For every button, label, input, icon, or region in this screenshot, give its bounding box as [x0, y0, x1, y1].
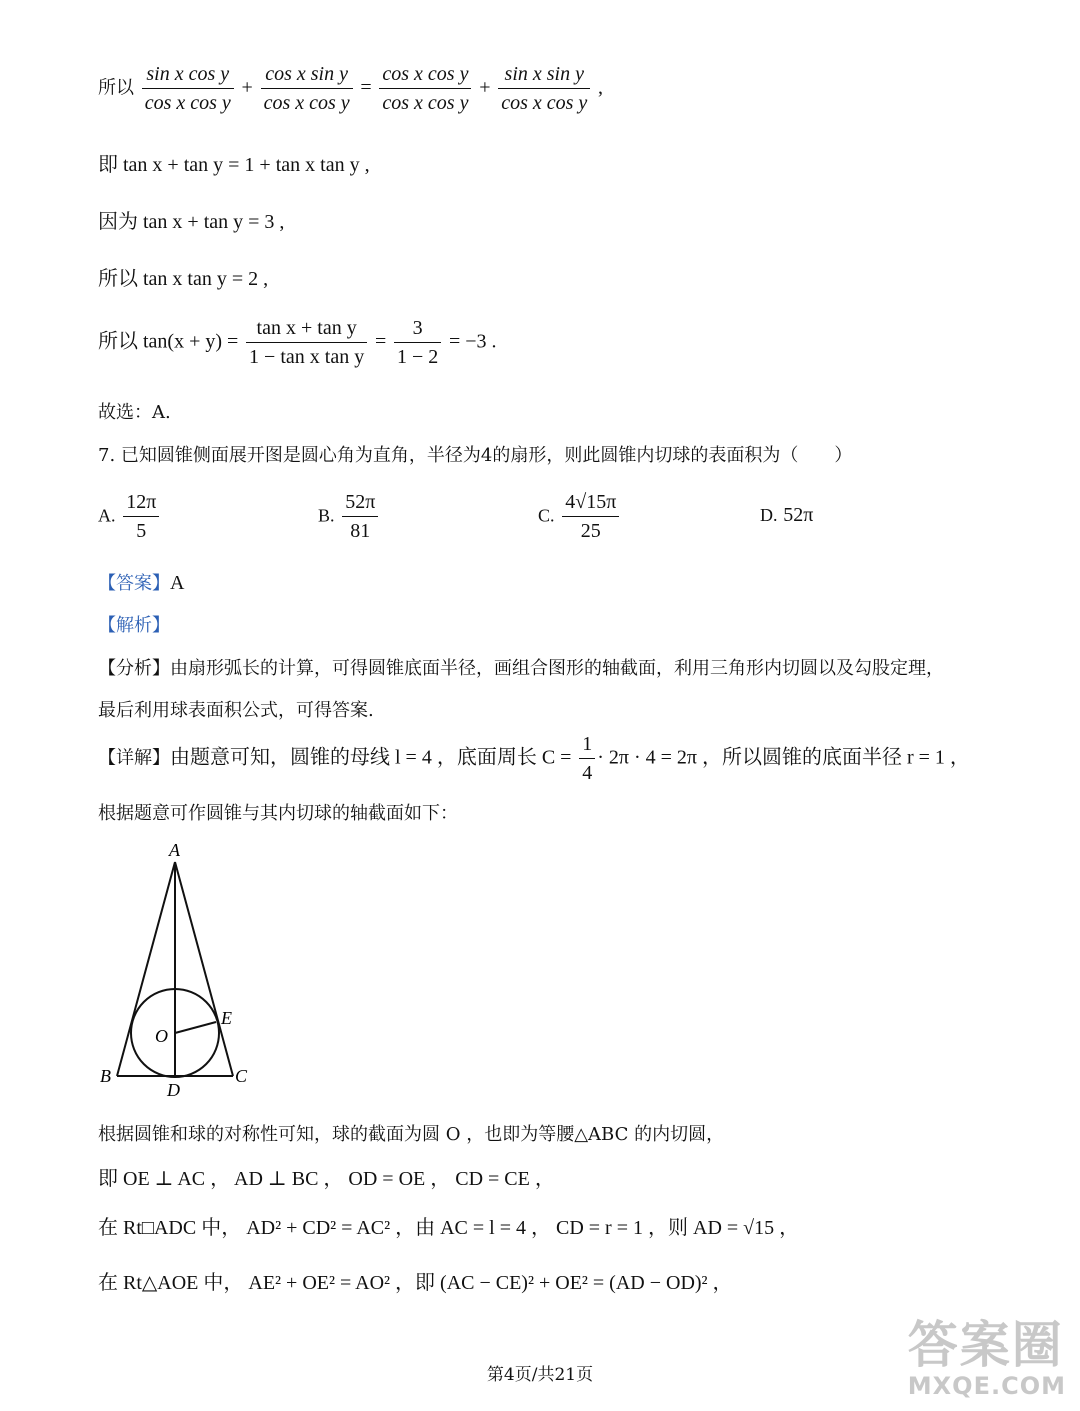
option-label: D. [760, 505, 778, 525]
option-label: A. [98, 505, 116, 526]
option-c [538, 488, 621, 545]
numerator: sin x cos y [142, 60, 234, 89]
fraction-value [394, 314, 441, 371]
denominator: cos x cos y [144, 92, 231, 114]
segment-ac [175, 862, 233, 1076]
fenxi-tag: 【分析】 [98, 658, 170, 679]
numerator: sin x sin y [498, 60, 590, 89]
denominator: 25 [580, 520, 601, 542]
option-label: C. [538, 505, 555, 526]
equation-line-5 [98, 314, 497, 371]
page-footer: 第4页/共21页 [486, 1365, 594, 1385]
numerator: 12π [123, 488, 159, 517]
watermark-logo [908, 1318, 1066, 1400]
option-value: 52π [783, 504, 814, 526]
fraction-4 [498, 60, 590, 117]
para-perpendicular: 即 OE ⊥ AC ， AD ⊥ BC ， OD = OE ， CD = CE ， [98, 1168, 555, 1190]
option-d [760, 504, 813, 527]
fraction-2 [261, 60, 353, 117]
option-b [318, 488, 380, 545]
label-a: A [169, 840, 180, 860]
fraction-1 [142, 60, 234, 117]
choose-line: 故选：A. [98, 402, 171, 423]
numerator: tan x + tan y [246, 314, 367, 343]
numerator: 52π [342, 488, 378, 517]
denominator: cos x cos y [501, 92, 588, 114]
equation-line-4: 所以 tan x tan y = 2 , [98, 268, 269, 290]
option-fraction [562, 488, 619, 545]
denominator: 1 − tan x tan y [249, 346, 365, 368]
answer-line [98, 569, 184, 595]
equation-line-2: 即 tan x + tan y = 1 + tan x tan y , [98, 154, 370, 176]
para-rt-aoe: 在 Rt△AOE 中， AE² + OE² = AO² ，即 (AC − CE)² + OE² = (AD − OD)² ， [98, 1272, 733, 1294]
numerator: 1 [579, 730, 595, 759]
para-rt-adc: 在 Rt□ADC 中， AD² + CD² = AC² ，由 AC = l = 4 ， CD = r = 1 ，则 AD = √15 ， [98, 1217, 800, 1239]
option-fraction [123, 488, 159, 545]
text-prefix: 所以 [98, 77, 134, 99]
para-symmetry: 根据圆锥和球的对称性可知，球的截面为圆 O ，也即为等腰△ABC 的内切圆， [98, 1124, 725, 1145]
denominator: cos x cos y [382, 92, 469, 114]
watermark-url: MXQE.COM [907, 1372, 1066, 1400]
label-b: B [100, 1066, 111, 1086]
detail-line-2: 根据题意可作圆锥与其内切球的轴截面如下： [98, 803, 458, 824]
question-text: 7. 已知圆锥侧面展开图是圆心角为直角，半径为4的扇形，则此圆锥内切球的表面积为（ ） [98, 445, 853, 466]
operator: + [241, 76, 253, 99]
detail-line [98, 730, 970, 787]
answer-value: A [170, 572, 185, 594]
result: = −3 . [448, 330, 497, 353]
option-label: B. [318, 505, 335, 526]
denominator: 4 [582, 762, 593, 784]
fenxi-line-1 [98, 654, 944, 680]
option-fraction [342, 488, 378, 545]
fenxi-line-2: 最后利用球表面积公式，可得答案. [98, 700, 374, 721]
label-o: O [155, 1026, 168, 1046]
fraction-3 [379, 60, 471, 117]
denominator: 5 [136, 520, 147, 542]
text-prefix: 所以 tan(x + y) = [98, 330, 239, 353]
numerator: 3 [394, 314, 441, 343]
detail-tag: 【详解】 [98, 747, 170, 769]
quarter-fraction [579, 730, 595, 787]
denominator: 81 [350, 520, 371, 542]
label-d: D [167, 1080, 180, 1098]
operator: = [360, 76, 372, 99]
label-e: E [221, 1008, 232, 1028]
operator: = [374, 330, 387, 353]
answer-tag: 【答案】 [98, 573, 170, 594]
numerator: cos x cos y [379, 60, 471, 89]
operator: + [479, 76, 491, 99]
cone-cross-section-figure [95, 838, 275, 1098]
equation-line-1 [98, 60, 603, 117]
segment-oe [175, 1022, 216, 1033]
analysis-tag: 【解析】 [98, 615, 170, 636]
equation-line-3: 因为 tan x + tan y = 3 , [98, 211, 285, 233]
watermark-text: 答案圈 [907, 1316, 1064, 1374]
numerator: 4√15π [562, 488, 619, 517]
denominator: cos x cos y [263, 92, 350, 114]
detail-text-cont: · 2π · 4 = 2π ，所以圆锥的底面半径 r = 1 ， [597, 746, 970, 769]
punctuation: , [598, 76, 604, 99]
fraction-tan-sum [246, 314, 367, 371]
detail-text: 由题意可知，圆锥的母线 l = 4 ，底面周长 C = [170, 746, 572, 769]
option-a [98, 488, 161, 545]
numerator: cos x sin y [261, 60, 353, 89]
fenxi-text: 由扇形弧长的计算，可得圆锥底面半径，画组合图形的轴截面，利用三角形内切圆以及勾股定理， [170, 658, 944, 679]
label-c: C [235, 1066, 248, 1086]
denominator: 1 − 2 [396, 346, 439, 368]
